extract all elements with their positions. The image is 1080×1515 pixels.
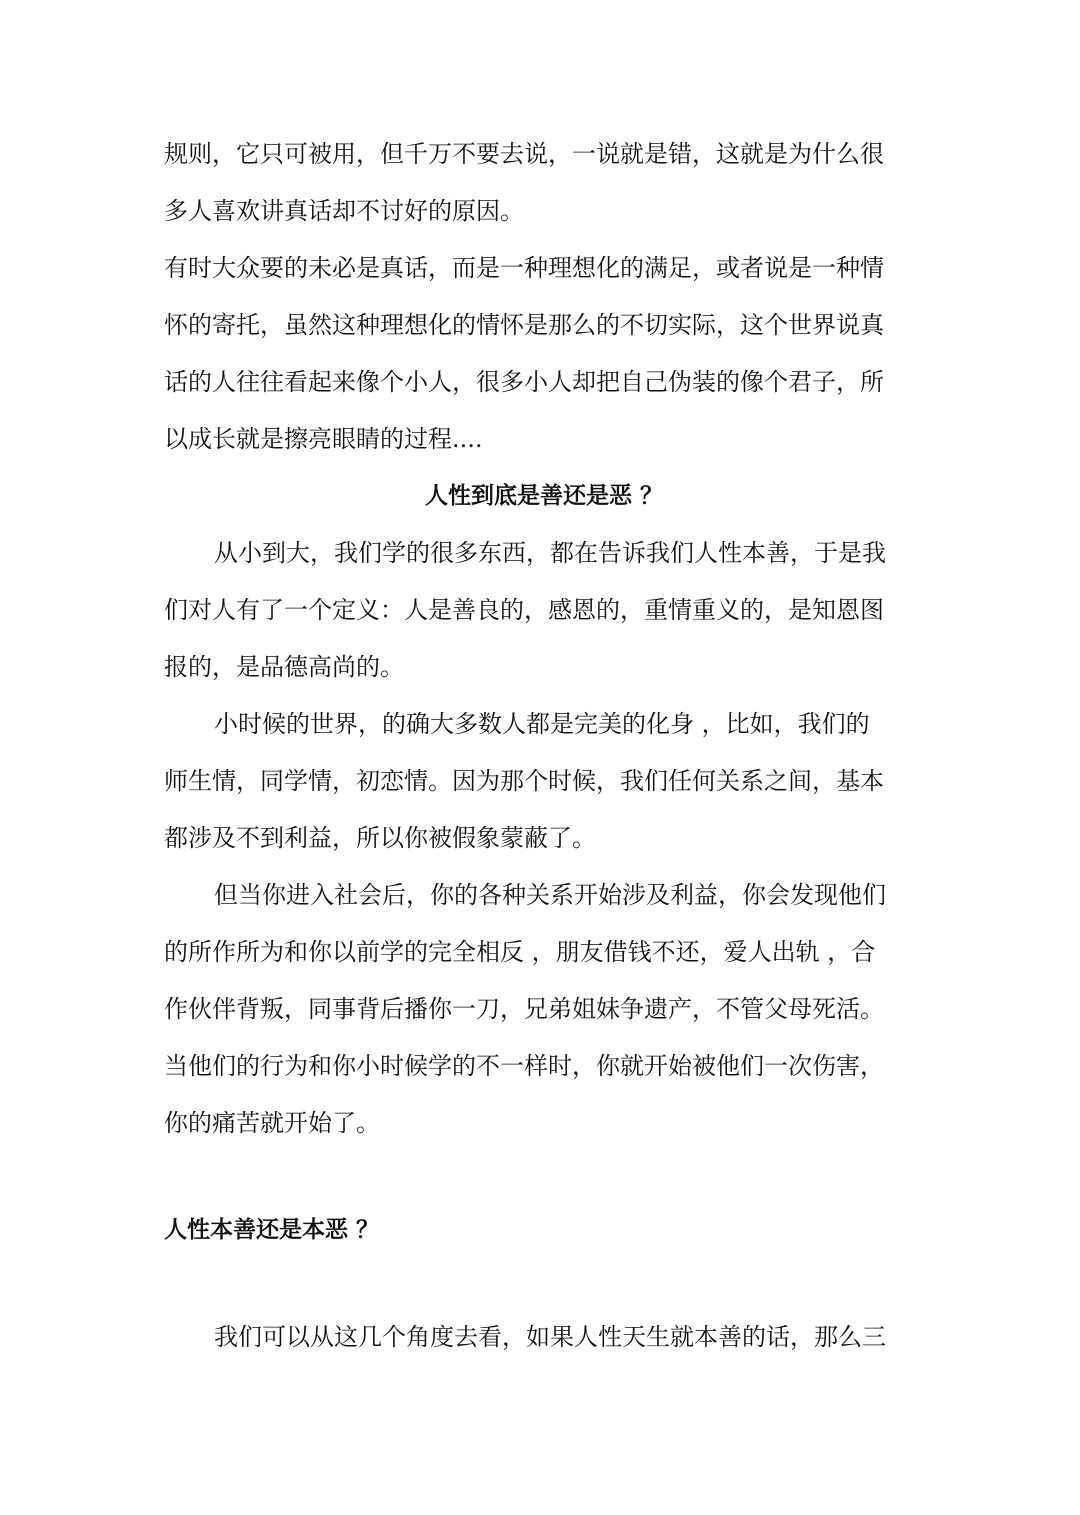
section-heading: 人性到底是善还是恶 ？ bbox=[424, 483, 663, 509]
text-line: 从小到大，我们学的很多东西，都在告诉我们人性本善，于是我 bbox=[214, 539, 886, 567]
text-line: 但当你进入社会后，你的各种关系开始涉及利益，你会发现他们 bbox=[214, 881, 886, 909]
paragraph bbox=[164, 1309, 924, 1366]
paragraph bbox=[164, 867, 924, 1152]
text-line: 都涉及不到利益，所以你被假象蒙蔽了。 bbox=[164, 824, 596, 852]
text-line: 你的痛苦就开始了。 bbox=[164, 1109, 380, 1137]
paragraph bbox=[164, 696, 924, 867]
text-line: 的所作所为和你以前学的完全相反 ，朋友借钱不还，爱人出轨 ，合 bbox=[164, 938, 876, 966]
paragraph bbox=[164, 525, 924, 696]
text-line: 以成长就是擦亮眼睛的过程.... bbox=[164, 425, 483, 453]
text-line: 我们可以从这几个角度去看，如果人性天生就本善的话，那么三 bbox=[214, 1323, 886, 1351]
text-line: 规则，它只可被用，但千万不要去说，一说就是错，这就是为什么很 bbox=[164, 140, 884, 168]
text-line: 多人喜欢讲真话却不讨好的原因。 bbox=[164, 197, 524, 225]
text-line: 师生情，同学情，初恋情。因为那个时候，我们任何关系之间，基本 bbox=[164, 767, 884, 795]
spacer bbox=[164, 1259, 924, 1309]
paragraph bbox=[164, 240, 924, 468]
spacer bbox=[164, 1152, 924, 1202]
text-line: 报的，是品德高尚的。 bbox=[164, 653, 404, 681]
section-heading: 人性本善还是本恶 ？ bbox=[164, 1217, 380, 1243]
text-line: 有时大众要的未必是真话，而是一种理想化的满足，或者说是一种情 bbox=[164, 254, 884, 282]
text-line: 们对人有了一个定义：人是善良的，感恩的，重情重义的，是知恩图 bbox=[164, 596, 884, 624]
document-body bbox=[164, 126, 924, 1366]
paragraph bbox=[164, 126, 924, 240]
text-line: 怀的寄托，虽然这种理想化的情怀是那么的不切实际，这个世界说真 bbox=[164, 311, 884, 339]
text-line: 话的人往往看起来像个小人，很多小人却把自己伪装的像个君子，所 bbox=[164, 368, 884, 396]
text-line: 作伙伴背叛，同事背后播你一刀，兄弟姐妹争遗产，不管父母死活。 bbox=[164, 995, 884, 1023]
text-line: 小时候的世界，的确大多数人都是完美的化身 ，比如，我们的 bbox=[214, 710, 870, 738]
text-line: 当他们的行为和你小时候学的不一样时，你就开始被他们一次伤害， bbox=[164, 1052, 884, 1080]
